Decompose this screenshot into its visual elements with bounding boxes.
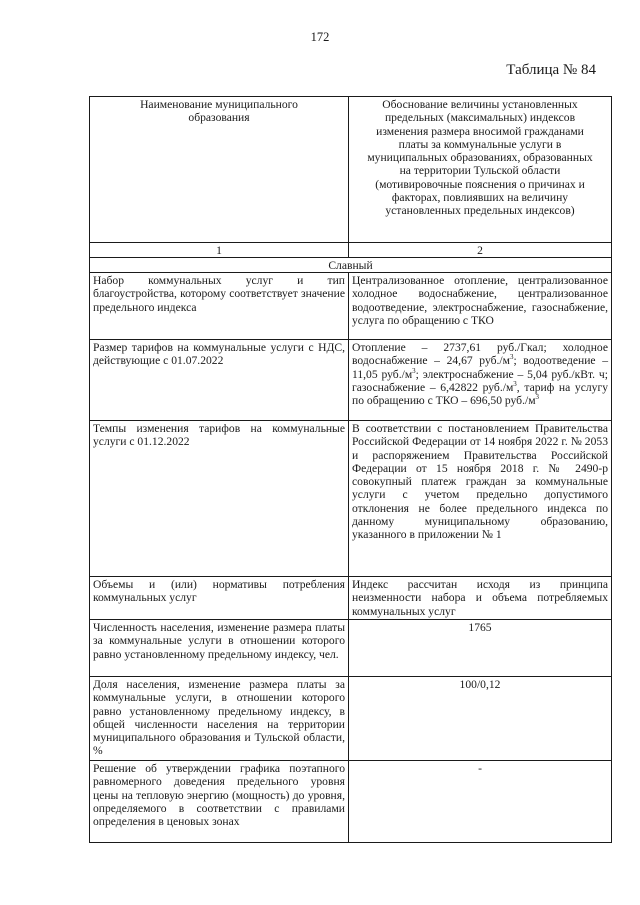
superscript: 3 [509,353,514,362]
row-value: 100/0,12 [349,677,612,761]
table-row [90,761,612,843]
row-label: Решение об утверждении графика поэтапного равномерного доведения предельного уровня цены на тепловую энергию (мощность) до уровня, определяемого в соответствии с правилами определения в ценовых зонах [90,761,349,843]
row-label: Размер тарифов на коммунальные услуги с НДС, действующие с 01.07.2022 [90,340,349,421]
header-row [90,97,612,243]
column-number-row [90,243,612,258]
row-label: Численность населения, изменение размера платы за коммунальные услуги в отношении которого равно установленному предельному индексу, чел. [90,620,349,677]
row-label: Объемы и (или) нормативы потребления коммунальных услуг [90,577,349,620]
table-row [90,620,612,677]
tariff-text-part: ; водоотведение – 11,05 руб./м [352,354,609,381]
section-row [90,258,612,273]
tariff-text-part: , тариф на услугу по обращению с ТКО – 696,50 руб./м [352,380,608,408]
table-row [90,577,612,620]
table-row [90,677,612,761]
row-value: - [349,761,612,843]
row-value: Индекс рассчитан исходя из принципа неизменности набора и объема потребляемых коммунальных услуг [349,577,612,620]
tariff-text-part: ; электроснабжение – 5,04 руб./кВт. ч; газоснабжение – 6,42822 руб./м [352,367,608,394]
row-label: Доля населения, изменение размера платы за коммунальные услуги, в отношении которого равно установленному предельному индексу, в общей численности населения на территории муниципального образования и Тульской области, % [90,677,349,761]
section-title: Славный [90,258,612,273]
row-value [349,340,612,421]
column-number-1: 1 [90,243,349,258]
header-justification: Обоснование величины установленных предельных (максимальных) индексов изменения размера вносимой гражданами платы за коммунальные услуги в муниципальных образованиях, образованных на территории Тульской области (мотивировочные пояснения о причинах и факторах, повлиявших на величину установленных предельных индексов) [349,97,612,243]
table-row [90,340,612,421]
row-label: Набор коммунальных услуг и тип благоустройства, которому соответствует значение предельного индекса [90,273,349,340]
row-value: В соответствии с постановлением Правительства Российской Федерации от 14 ноября 2022 г. № 2053 и распоряжением Правительства Российской Федерации от 15 ноября 2018 г. № 2490-р совокупный платеж граждан за коммунальные услуги с учетом предельно допустимого отклонения не более предельного индекса по данному муниципальному образованию, указанного в приложении № 1 [349,421,612,577]
column-number-2: 2 [349,243,612,258]
row-value: 1765 [349,620,612,677]
row-value: Централизованное отопление, централизованное холодное водоснабжение, централизованное водоотведение, электроснабжение, газоснабжение, услуга по обращению с ТКО [349,273,612,340]
page-number: 172 [310,30,330,44]
tariff-justification-table [89,96,612,843]
table-row [90,273,612,340]
row-label: Темпы изменения тарифов на коммунальные услуги с 01.12.2022 [90,421,349,577]
tariff-text-part: Отопление – 2737,61 руб./Гкал; холодное водоснабжение – 24,67 руб./м [352,341,608,368]
table-title: Таблица № 84 [506,62,596,78]
superscript: 3 [535,393,540,402]
table-row [90,421,612,577]
header-municipality: Наименование муниципального образования [90,97,349,243]
superscript: 3 [513,380,517,389]
superscript: 3 [412,366,416,375]
